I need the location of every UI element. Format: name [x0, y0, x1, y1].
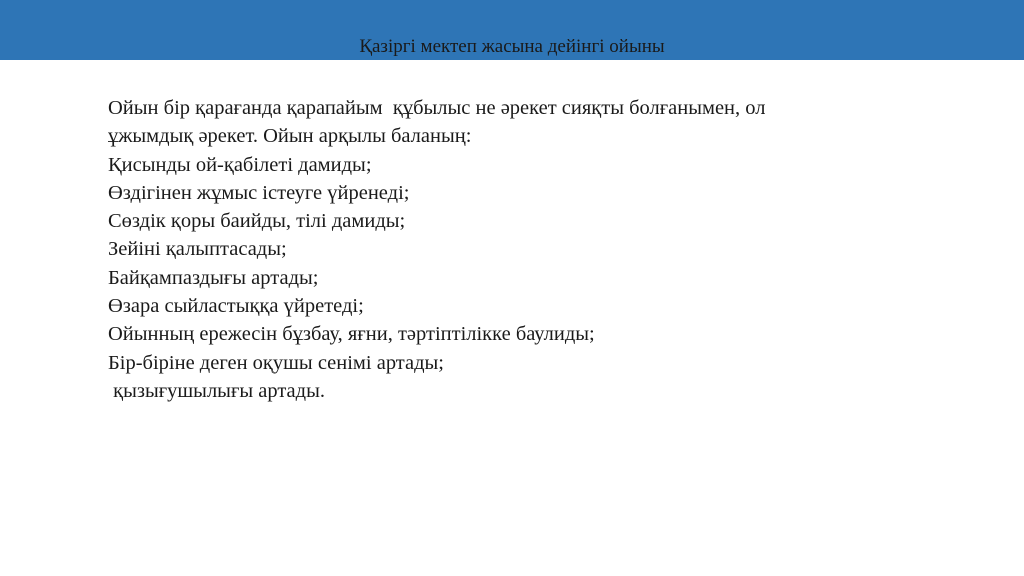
slide-body [108, 94, 968, 405]
body-line: ұжымдық әрекет. Ойын арқылы баланың: [108, 125, 472, 148]
body-line: Қисынды ой-қабілеті дамиды; [108, 153, 372, 176]
body-line: Ойынның ережесін бұзбау, яғни, тәртіптілікке баулиды; [108, 323, 595, 346]
body-line: Өзара сыйластыққа үйретеді; [108, 295, 364, 318]
body-line: Зейіні қалыптасады; [108, 238, 287, 261]
body-line: Байқампаздығы артады; [108, 266, 319, 289]
slide-title: Қазіргі мектеп жасына дейінгі ойыны [359, 36, 665, 57]
body-line: Бір-біріне деген оқушы сенімі артады; [108, 351, 445, 374]
body-line: Өздігінен жұмыс істеуге үйренеді; [108, 181, 410, 204]
body-line: Сөздік қоры баийды, тілі дамиды; [108, 210, 406, 233]
body-line: Ойын бір қарағанда қарапайым құбылыс не әрекет сияқты болғанымен, ол [108, 97, 766, 119]
body-line: қызығушылығы артады. [108, 379, 325, 402]
